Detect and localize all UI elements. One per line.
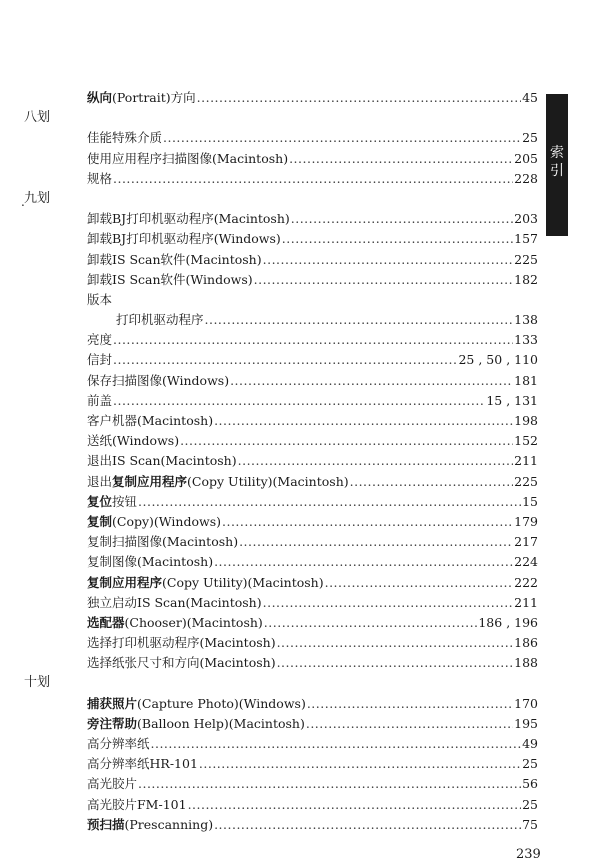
index-term-part: 复制扫描图像(Macintosh) — [87, 534, 239, 550]
index-entry-row — [0, 290, 613, 310]
index-term-part: 佳能特殊介质 — [87, 130, 163, 146]
page-reference: 225 — [514, 251, 538, 267]
index-term-part: 规格 — [87, 170, 113, 186]
page-reference: 186 , 196 — [478, 614, 538, 630]
index-term — [87, 613, 263, 633]
index-term-bold-part: 复位 — [87, 493, 113, 509]
index-term-part: (Copy Utility)(Macintosh) — [162, 574, 324, 590]
index-entry-row — [0, 229, 613, 249]
page-reference: 182 — [514, 271, 538, 287]
index-term-part: 保存扫描图像(Windows) — [87, 372, 230, 388]
dot-leader — [205, 310, 514, 330]
dot-leader — [222, 512, 513, 532]
index-term — [87, 451, 237, 471]
dot-leader — [238, 451, 514, 471]
dot-leader — [254, 270, 514, 290]
index-term — [87, 411, 213, 431]
page-reference: 179 — [514, 513, 538, 529]
index-entry-row — [0, 512, 613, 532]
dot-leader — [230, 371, 513, 391]
index-entry-row — [0, 169, 613, 189]
dot-leader — [263, 250, 514, 270]
index-entry — [87, 694, 538, 714]
page-reference: 203 — [514, 211, 538, 227]
index-entry-row — [0, 815, 613, 835]
page-reference: 49 — [522, 736, 538, 751]
dot-leader — [277, 633, 514, 653]
index-term — [87, 795, 187, 815]
index-entry — [87, 431, 538, 451]
index-entry-row — [0, 350, 613, 370]
page-reference: 75 — [522, 816, 538, 832]
stroke-count-heading: . 九划 — [24, 189, 50, 209]
page-reference: 25 — [522, 130, 538, 146]
index-term-part: 信封 — [87, 352, 113, 368]
index-entry-row — [0, 209, 613, 229]
index-entry-row — [0, 694, 613, 714]
page-reference: 152 — [514, 433, 538, 449]
index-entry — [87, 734, 538, 754]
index-entry-row — [0, 613, 613, 633]
index-term — [87, 391, 112, 411]
index-term — [87, 532, 238, 552]
index-entry — [87, 88, 538, 108]
index-entry-row — [0, 472, 613, 492]
index-term — [87, 250, 262, 270]
index-entry-row — [0, 795, 613, 815]
index-entry — [87, 229, 538, 249]
index-term — [87, 815, 213, 835]
index-entry — [87, 350, 538, 370]
index-term-bold-part: 复制 — [87, 513, 113, 529]
dot-leader — [180, 431, 513, 451]
page-reference: 225 — [514, 473, 538, 489]
index-term-part: (Prescanning) — [124, 816, 214, 832]
index-term-bold-part: 纵向 — [87, 90, 113, 105]
index-entry — [87, 633, 538, 653]
index-entry — [87, 451, 538, 471]
index-term — [87, 128, 162, 148]
index-term-part: 高分辨率纸 — [87, 736, 150, 751]
dot-leader — [199, 754, 521, 774]
index-entry-row — [0, 754, 613, 774]
page-reference: 222 — [514, 574, 538, 590]
index-term-part: (Chooser)(Macintosh) — [124, 614, 263, 630]
dot-leader — [214, 552, 513, 572]
index-term-part: 高光胶片FM-101 — [87, 796, 187, 812]
stroke-count-heading: 八划 — [24, 110, 51, 126]
dot-leader — [289, 149, 513, 169]
index-entry — [87, 795, 538, 815]
index-term — [87, 472, 349, 492]
dot-leader — [138, 774, 521, 794]
dot-leader — [113, 169, 513, 189]
index-term — [87, 653, 276, 673]
index-term-part: 前盖 — [87, 392, 113, 408]
index-term — [87, 330, 112, 350]
page-reference: 181 — [514, 372, 538, 388]
index-term — [87, 270, 253, 290]
index-entry-row — [0, 149, 613, 169]
page-number: 239 — [516, 847, 541, 862]
index-term-part: 复制图像(Macintosh) — [87, 554, 214, 570]
index-term-bold-part: 旁注帮助 — [87, 715, 138, 731]
index-entry — [87, 512, 538, 532]
index-term-part: 卸载IS Scan软件(Macintosh) — [87, 251, 262, 267]
index-term — [87, 88, 196, 108]
page-reference: 45 — [522, 90, 538, 105]
index-entry-row — [0, 552, 613, 572]
index-entry-row — [0, 633, 613, 653]
dot-leader — [325, 573, 514, 593]
index-term — [87, 552, 213, 572]
index-entry-row — [0, 88, 613, 108]
index-term — [87, 350, 112, 370]
dot-leader — [113, 350, 457, 370]
dot-leader — [113, 330, 513, 350]
index-entry-row — [0, 714, 613, 734]
index-term — [87, 714, 305, 734]
dot-leader — [277, 653, 514, 673]
index-term-part: 高光胶片 — [87, 776, 138, 792]
stroke-count-heading-row — [0, 673, 613, 693]
index-term-part: (Portrait)方向 — [112, 90, 196, 105]
index-entry-row — [0, 250, 613, 270]
index-term-part: 卸载BJ打印机驱动程序(Macintosh) — [87, 211, 290, 227]
page-reference: 157 — [514, 231, 538, 247]
page-reference: 56 — [522, 776, 538, 792]
index-entry — [87, 552, 538, 572]
index-entry-row — [0, 391, 613, 411]
index-term-part: 使用应用程序扫描图像(Macintosh) — [87, 150, 289, 166]
index-entry — [87, 815, 538, 835]
index-term — [87, 209, 290, 229]
index-section-tab-label: 索引 — [550, 145, 564, 179]
index-term — [87, 754, 198, 774]
index-entry-row — [0, 330, 613, 350]
index-entry-row — [0, 734, 613, 754]
index-entry-list — [0, 88, 613, 835]
dot-leader — [214, 411, 513, 431]
stroke-count-heading-row — [0, 108, 613, 128]
dot-leader — [188, 795, 522, 815]
index-term-bold-part: 捕获照片 — [87, 695, 138, 711]
index-entry — [87, 532, 538, 552]
index-term-part: (Copy Utility)(Macintosh) — [187, 473, 349, 489]
page-reference: 186 — [514, 635, 538, 651]
index-term-part: 卸载BJ打印机驱动程序(Windows) — [87, 231, 281, 247]
index-entry-row — [0, 371, 613, 391]
index-term — [87, 633, 276, 653]
dot-leader — [291, 209, 513, 229]
page-reference: 224 — [514, 554, 538, 570]
index-term-part: 退出 — [87, 473, 113, 489]
page-reference: 211 — [514, 594, 538, 610]
index-term — [87, 371, 229, 391]
index-term — [87, 593, 262, 613]
page-reference: 25 — [522, 796, 538, 812]
index-entry — [87, 169, 538, 189]
dot-leader — [282, 229, 513, 249]
index-term-bold-part: 预扫描 — [87, 816, 125, 832]
index-entry — [87, 128, 538, 148]
index-entry-row — [0, 310, 613, 330]
index-entry — [87, 573, 538, 593]
dot-leader — [307, 694, 513, 714]
dot-leader — [151, 734, 522, 754]
index-term-part: 退出IS Scan(Macintosh) — [87, 453, 237, 469]
index-term-part: 送纸(Windows) — [87, 433, 180, 449]
index-term-bold-part: 选配器 — [87, 614, 125, 630]
index-entry-row — [0, 411, 613, 431]
page-reference: 217 — [514, 534, 538, 550]
index-term — [116, 310, 204, 330]
index-term-part: (Capture Photo)(Windows) — [137, 695, 306, 711]
index-term-part: 卸载IS Scan软件(Windows) — [87, 271, 253, 287]
index-term-part: (Copy)(Windows) — [112, 513, 221, 529]
dot-leader — [138, 492, 521, 512]
index-entry — [87, 330, 538, 350]
page-reference: 195 — [514, 715, 538, 731]
index-entry — [87, 209, 538, 229]
dot-leader — [263, 593, 514, 613]
index-term-bold-part: 复制应用程序 — [112, 473, 188, 489]
index-term-part: 按钮 — [112, 493, 138, 509]
page-reference: 138 — [514, 312, 538, 328]
index-term-part: 亮度 — [87, 332, 113, 348]
index-entry — [87, 290, 112, 310]
stroke-count-heading: 十划 — [24, 675, 51, 691]
page-reference: 170 — [514, 695, 538, 711]
index-entry — [87, 593, 538, 613]
index-entry — [87, 371, 538, 391]
index-entry-row — [0, 573, 613, 593]
index-entry — [87, 250, 538, 270]
index-term-part: 独立启动IS Scan(Macintosh) — [87, 594, 262, 610]
index-term — [87, 431, 179, 451]
page-reference: 25 — [522, 756, 538, 772]
dot-leader — [113, 391, 485, 411]
dot-leader — [163, 128, 521, 148]
index-entry-row — [0, 270, 613, 290]
index-entry — [87, 149, 538, 169]
index-entry-row — [0, 532, 613, 552]
index-subentry — [116, 310, 538, 330]
index-entry-row — [0, 431, 613, 451]
dot-leader — [197, 88, 521, 108]
page-reference: 205 — [514, 150, 538, 166]
index-entry-row — [0, 128, 613, 148]
index-term — [87, 169, 112, 189]
index-entry — [87, 411, 538, 431]
page-reference: 15 , 131 — [486, 392, 538, 408]
index-entry — [87, 270, 538, 290]
index-term — [87, 492, 137, 512]
index-term — [87, 512, 221, 532]
index-term — [87, 573, 324, 593]
index-term — [87, 149, 288, 169]
index-entry-row — [0, 774, 613, 794]
index-term-part: (Balloon Help)(Macintosh) — [137, 715, 305, 731]
page-reference: 198 — [514, 413, 538, 428]
index-term-part: 选择打印机驱动程序(Macintosh) — [87, 635, 276, 651]
dot-leader — [350, 472, 514, 492]
index-entry-row — [0, 451, 613, 471]
dot-leader — [264, 613, 478, 633]
page-reference: 211 — [514, 453, 538, 469]
page-reference: 228 — [514, 170, 538, 186]
index-entry-row — [0, 492, 613, 512]
page-reference: 15 — [522, 493, 538, 509]
index-term — [87, 290, 112, 310]
index-entry — [87, 774, 538, 794]
index-term — [87, 694, 306, 714]
dot-leader — [214, 815, 521, 835]
index-term — [87, 774, 137, 794]
dot-leader — [306, 714, 513, 734]
index-entry — [87, 472, 538, 492]
index-term-part: 选择纸张尺寸和方向(Macintosh) — [87, 655, 276, 671]
index-term — [87, 229, 281, 249]
index-term-bold-part: 复制应用程序 — [87, 574, 163, 590]
page-reference: 25 , 50 , 110 — [458, 352, 538, 368]
stroke-count-heading-row — [0, 189, 613, 209]
index-term-part: 客户机器(Macintosh) — [87, 413, 214, 428]
index-term-part: 高分辨率纸HR-101 — [87, 756, 198, 772]
index-term-part: 版本 — [87, 291, 113, 307]
index-entry-row — [0, 653, 613, 673]
page-reference: 188 — [514, 655, 538, 671]
index-entry — [87, 653, 538, 673]
index-term — [87, 734, 150, 754]
index-entry — [87, 714, 538, 734]
index-entry — [87, 391, 538, 411]
index-entry-row — [0, 593, 613, 613]
dot-leader — [239, 532, 513, 552]
index-entry — [87, 754, 538, 774]
page-reference: 133 — [514, 332, 538, 348]
index-entry — [87, 492, 538, 512]
index-term-part: 打印机驱动程序 — [116, 312, 204, 328]
index-entry — [87, 613, 538, 633]
